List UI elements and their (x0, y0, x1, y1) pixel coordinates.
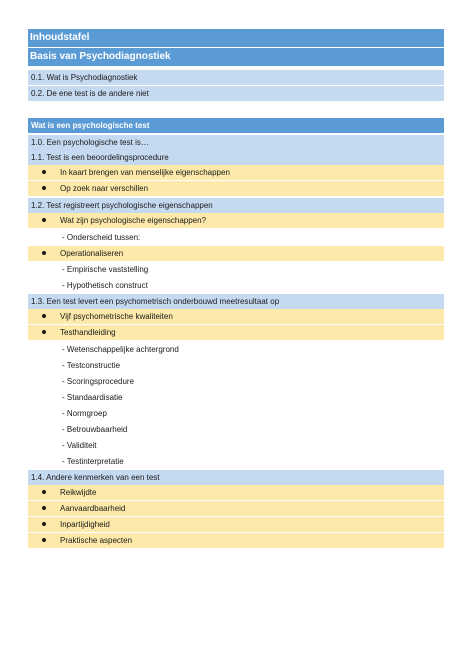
bullet-icon (42, 538, 46, 542)
bullet-text: Op zoek naar verschillen (60, 184, 149, 193)
toc-title: Inhoudstafel (28, 29, 444, 47)
sub-item: - Wetenschappelijke achtergrond (62, 345, 179, 354)
bullet-text: Inpartijdigheid (60, 520, 110, 529)
heading-1-1: 1.1. Test is een beoordelingsprocedure (28, 150, 444, 165)
bullet-icon (42, 490, 46, 494)
sub-item: - Onderscheid tussen: (62, 233, 141, 242)
bullet-item (28, 246, 444, 261)
sub-item: - Hypothetisch construct (62, 281, 148, 290)
bullet-icon (42, 330, 46, 334)
heading-1-3: 1.3. Een test levert een psychometrisch onderbouwd meetresultaat op (28, 294, 444, 309)
bullet-text: Operationaliseren (60, 249, 124, 258)
bullet-text: Wat zijn psychologische eigenschappen? (60, 216, 207, 225)
bullet-item (28, 501, 444, 516)
chapter-title: Wat is een psychologische test (28, 118, 444, 133)
sub-item: - Validiteit (62, 441, 97, 450)
bullet-item (28, 517, 444, 532)
toc-section-title: Basis van Psychodiagnostiek (28, 48, 444, 66)
sub-item: - Standaardisatie (62, 393, 123, 402)
sub-item: - Normgroep (62, 409, 107, 418)
heading-1-4: 1.4. Andere kenmerken van een test (28, 470, 444, 485)
sub-item: - Testinterpretatie (62, 457, 124, 466)
heading-1-2: 1.2. Test registreert psychologische eigenschappen (28, 198, 444, 213)
bullet-text: Testhandleiding (60, 328, 116, 337)
bullet-item (28, 325, 444, 340)
bullet-icon (42, 314, 46, 318)
sub-item: - Betrouwbaarheid (62, 425, 128, 434)
bullet-text: Praktische aspecten (60, 536, 133, 545)
sub-item: - Scoringsprocedure (62, 377, 135, 386)
bullet-item (28, 165, 444, 180)
bullet-text: Vijf psychometrische kwaliteiten (60, 312, 173, 321)
bullet-icon (42, 170, 46, 174)
bullet-item (28, 213, 444, 228)
bullet-item (28, 485, 444, 500)
sub-item: - Testconstructie (62, 361, 121, 370)
sub-item: - Empirische vaststelling (62, 265, 149, 274)
bullet-icon (42, 506, 46, 510)
bullet-text: In kaart brengen van menselijke eigenschappen (60, 168, 230, 177)
bullet-text: Reikwijdte (60, 488, 97, 497)
bullet-icon (42, 251, 46, 255)
bullet-item (28, 533, 444, 548)
bullet-item (28, 181, 444, 196)
bullet-icon (42, 522, 46, 526)
heading-1-0: 1.0. Een psychologische test is… (28, 135, 444, 150)
toc-item[interactable]: 0.2. De ene test is de andere niet (28, 86, 444, 101)
toc-item[interactable]: 0.1. Wat is Psychodiagnostiek (28, 70, 444, 85)
bullet-icon (42, 186, 46, 190)
bullet-item (28, 309, 444, 324)
bullet-text: Aanvaardbaarheid (60, 504, 126, 513)
bullet-icon (42, 218, 46, 222)
